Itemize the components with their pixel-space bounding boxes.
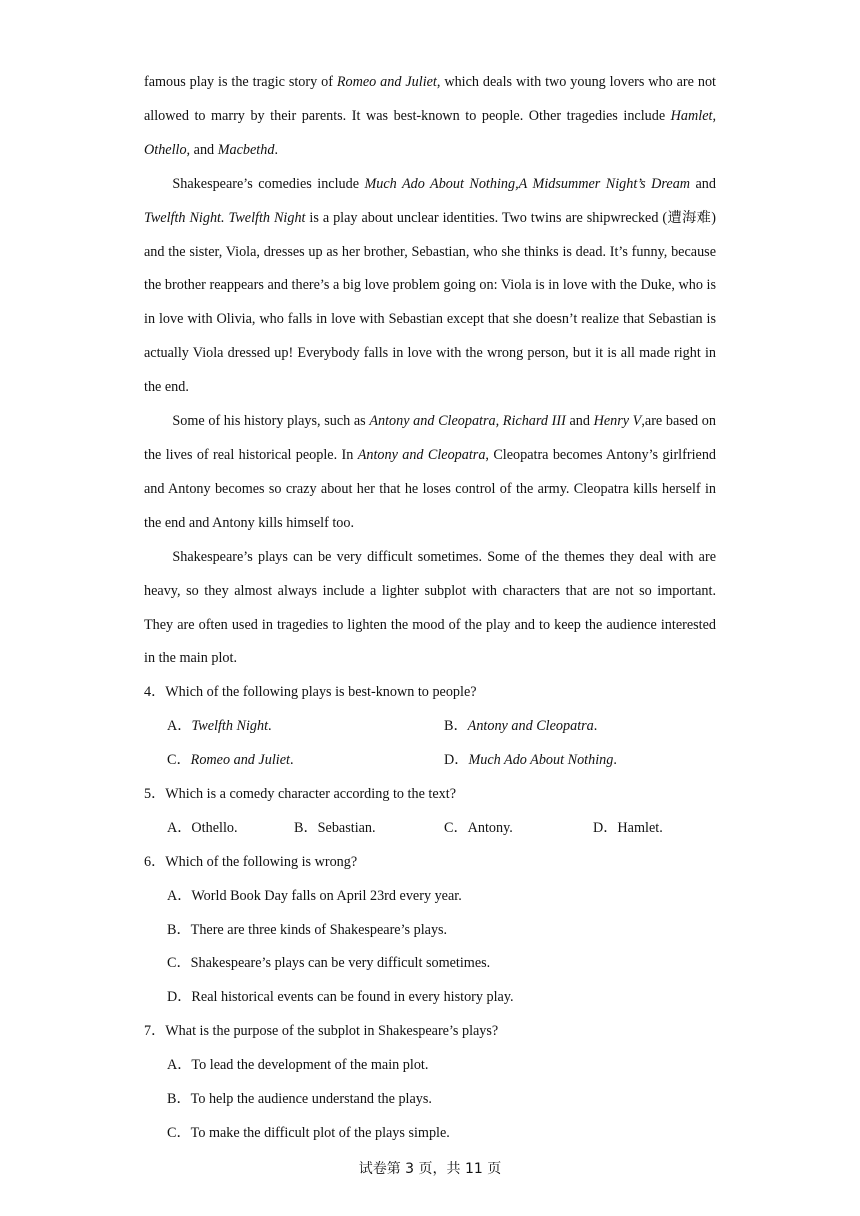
text: and [565, 413, 594, 430]
option-b[interactable]: B．There are three kinds of Shakespeare’s plays. [167, 921, 448, 938]
option-text: Much Ado About Nothing [468, 752, 614, 769]
option-b[interactable]: B．To help the audience understand the plays. [167, 1091, 432, 1107]
option-text: Romeo and Juliet [190, 752, 290, 769]
option-b[interactable]: B．Sebastian. [294, 819, 376, 836]
option-a[interactable]: A．World Book Day falls on April 23rd every year. [167, 887, 462, 904]
text: Shakespeare’s comedies include [172, 175, 365, 192]
option-text: Twelfth Night [191, 718, 269, 735]
text: ,are based on the lives of real historical people. In [144, 413, 716, 463]
question-4-stem: 4．Which of the following plays is best-known to people? [144, 684, 477, 701]
play-title: Macbethd [217, 141, 275, 158]
option-a[interactable]: A．Othello. [167, 819, 238, 836]
question-5-stem: 5．Which is a comedy character according to the text? [144, 785, 456, 802]
text: Some of his history plays, such as [172, 413, 370, 430]
text: and [690, 175, 716, 192]
play-title: Henry V [593, 413, 642, 430]
passage-paragraph-1 [144, 66, 716, 168]
passage-paragraph-3 [144, 405, 716, 541]
option-label: B． [444, 718, 468, 735]
passage-paragraph-4: Shakespeare’s plays can be very difficult sometimes. Some of the themes they deal with are heavy, so they almost always include a lighter subplot with characters that are not so important. They are often used in tragedies to lighten the mood of the play and to keep the audience interested in the main plot. [144, 548, 716, 667]
option-d[interactable] [444, 744, 617, 778]
option-a[interactable] [167, 710, 272, 744]
play-title: Romeo and Juliet [336, 74, 437, 90]
question-7-stem: 7．What is the purpose of the subplot in Shakespeare’s plays? [144, 1023, 499, 1040]
question-5-options-row [144, 812, 716, 846]
option-end: . [289, 752, 294, 769]
option-c[interactable]: C．Antony. [444, 819, 513, 836]
question-4-options-row-1 [144, 710, 716, 744]
page-content [144, 66, 716, 1151]
option-d[interactable]: D．Real historical events can be found in every history play. [167, 989, 514, 1006]
option-c[interactable]: C．Shakespeare’s plays can be very difficult sometimes. [167, 955, 491, 972]
option-end: . [268, 718, 272, 735]
option-c[interactable] [167, 744, 294, 778]
option-label: C． [167, 752, 191, 769]
option-end: . [613, 752, 617, 769]
option-label: A． [167, 718, 192, 735]
question-4-options-row-2 [144, 744, 716, 778]
option-d[interactable]: D．Hamlet. [593, 819, 663, 836]
option-b[interactable] [444, 710, 597, 744]
passage-paragraph-2 [144, 168, 716, 405]
text: . [274, 141, 278, 158]
play-title: Twelfth Night. Twelfth Night [144, 209, 306, 226]
play-title: Antony and Cleopatra [357, 446, 486, 463]
play-title: Hamlet, Othello, [144, 107, 716, 158]
page-footer: 试卷第 3 页，共 11 页 [358, 1161, 502, 1177]
text: , which deals with two young lovers who are not allowed to marry by their parents. It was best-known to people. Other tragedies include [144, 74, 716, 124]
text: is a play about unclear identities. Two twins are shipwrecked (遭海难) and the sister, Viola, dresses up as her brother, Sebastian, who she thinks is dead. It’s funny, because the brother reappears and there’s a big love problem going on: Viola is in love with the Duke, who is in love with Olivia, who falls in love with Sebastian except that she doesn’t realize that Sebastian is actually Viola dressed up! Everybody falls in love with the wrong person, but it is all made right in the end. [144, 209, 716, 396]
question-6-stem: 6．Which of the following is wrong? [144, 853, 358, 870]
text: , Cleopatra becomes Antony’s girlfriend and Antony becomes so crazy about her that he loses control of the army. Cleopatra kills herself in the end and Antony kills himself too. [144, 446, 717, 531]
option-c[interactable]: C．To make the difficult plot of the plays simple. [167, 1124, 450, 1141]
option-text: Antony and Cleopatra [467, 718, 594, 735]
text: famous play is the tragic story of [144, 74, 337, 90]
option-a[interactable]: A．To lead the development of the main plot. [167, 1057, 429, 1074]
play-title: Antony and Cleopatra, Richard III [369, 413, 566, 430]
option-end: . [593, 718, 598, 735]
text: and [190, 141, 218, 158]
option-label: D． [444, 752, 469, 769]
play-title: Much Ado About Nothing,A Midsummer Night’s Dream [364, 175, 691, 192]
